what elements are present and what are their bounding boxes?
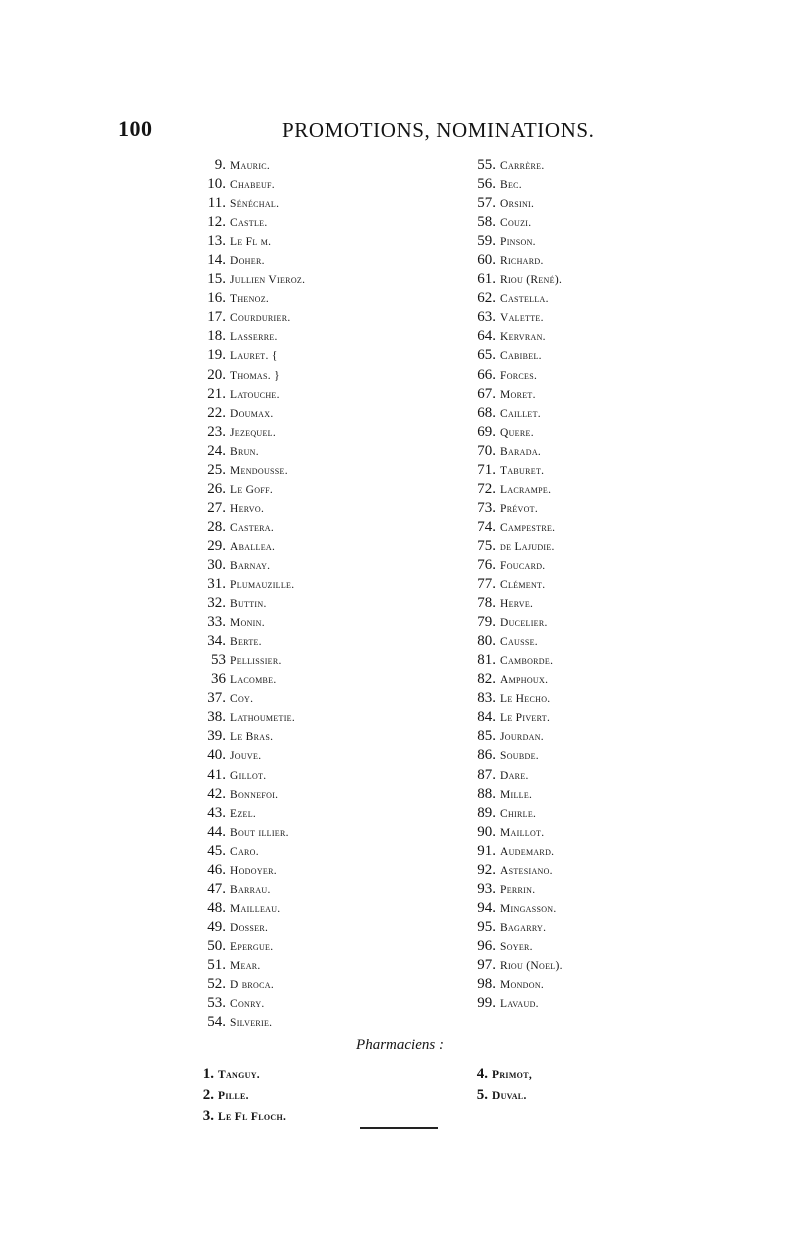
list-item — [196, 613, 305, 632]
entry-name: Richard. — [500, 255, 544, 268]
entry-name: Bout illier. — [230, 826, 289, 839]
entry-name: Doher. — [230, 255, 265, 268]
list-item — [196, 556, 305, 575]
entry-name: Sénéchal. — [230, 198, 280, 211]
list-item — [466, 670, 563, 689]
list-item — [192, 1085, 286, 1106]
entry-name: Doumax. — [230, 407, 274, 420]
entry-number: 82. — [477, 671, 496, 688]
entry-number: 28. — [207, 518, 226, 535]
list-item — [196, 651, 305, 670]
list-item — [466, 346, 563, 365]
list-item — [196, 1013, 305, 1032]
entry-number: 65. — [477, 347, 496, 364]
entry-number: 88. — [477, 785, 496, 802]
entry-name: Mondon. — [500, 979, 545, 992]
list-item — [466, 613, 563, 632]
entry-name: Foucard. — [500, 559, 546, 572]
list-item — [192, 1106, 286, 1127]
entry-name: Jouve. — [230, 750, 262, 763]
list-item — [466, 899, 563, 918]
list-item — [466, 918, 563, 937]
list-item — [466, 213, 563, 232]
list-item — [196, 632, 305, 651]
entry-number: 84. — [477, 709, 496, 726]
entry-name: Valette. — [500, 312, 544, 325]
list-item — [196, 346, 305, 365]
entry-number: 99. — [477, 995, 496, 1012]
entry-name: Plumauzille. — [230, 579, 295, 592]
list-item — [196, 880, 305, 899]
list-item — [466, 442, 563, 461]
entry-number: 34. — [207, 633, 226, 650]
entry-name: Lasserre. — [230, 331, 278, 344]
entry-number: 21. — [207, 385, 226, 402]
entry-name: Conry. — [230, 998, 265, 1011]
list-item — [466, 194, 563, 213]
entry-name: Jezequel. — [230, 426, 277, 439]
entry-number: 18. — [207, 328, 226, 345]
entry-name: de Lajudie. — [500, 540, 555, 553]
entry-name: Le Fl m. — [230, 236, 272, 249]
entry-number: 44. — [207, 823, 226, 840]
entry-number: 46. — [207, 861, 226, 878]
entry-number: 95. — [477, 918, 496, 935]
entry-name: Clément. — [500, 579, 546, 592]
list-item — [466, 289, 563, 308]
entry-name: Barnay. — [230, 559, 271, 572]
entry-number: 98. — [477, 976, 496, 993]
entry-name: Berte. — [230, 636, 262, 649]
entry-name: Soubde. — [500, 750, 539, 763]
list-item — [466, 651, 563, 670]
entry-name: Castle. — [230, 217, 268, 230]
entry-name: Tanguy. — [218, 1069, 260, 1081]
list-item — [466, 975, 563, 994]
list-item — [466, 156, 563, 175]
entry-name: Mingasson. — [500, 902, 557, 915]
entry-name: Mear. — [230, 959, 261, 972]
entry-number: 59. — [477, 233, 496, 250]
entry-name: Mille. — [500, 788, 533, 801]
entry-name: Courdurier. — [230, 312, 291, 325]
list-item — [466, 746, 563, 765]
entry-number: 79. — [477, 614, 496, 631]
list-item — [466, 461, 563, 480]
entry-name: Riou (René). — [500, 274, 563, 287]
entry-number: 5. — [476, 1087, 488, 1103]
list-item — [192, 1064, 286, 1085]
entry-number: 94. — [477, 899, 496, 916]
entry-number: 40. — [207, 747, 226, 764]
entry-name: Amphoux. — [500, 674, 549, 687]
list-item — [196, 727, 305, 746]
entry-number: 11. — [207, 195, 226, 212]
entry-name: Le Bras. — [230, 731, 274, 744]
entry-name: Astesiano. — [500, 864, 553, 877]
entry-number: 23. — [207, 423, 226, 440]
list-item — [196, 842, 305, 861]
list-item — [196, 918, 305, 937]
entry-number: 96. — [477, 937, 496, 954]
entry-number: 56. — [477, 176, 496, 193]
list-item — [466, 175, 563, 194]
entry-name: Moret. — [500, 388, 536, 401]
list-item — [466, 1064, 532, 1085]
entry-number: 67. — [477, 385, 496, 402]
entry-number: 73. — [477, 499, 496, 516]
entry-name: Perrin. — [500, 883, 536, 896]
entry-number: 61. — [477, 271, 496, 288]
entry-number: 27. — [207, 499, 226, 516]
list-item — [466, 537, 563, 556]
entry-number: 9. — [214, 157, 226, 173]
list-item — [466, 727, 563, 746]
list-item — [466, 385, 563, 404]
list-item — [466, 575, 563, 594]
list-item — [466, 594, 563, 613]
entry-name: Prévot. — [500, 502, 539, 515]
entry-name: D broca. — [230, 979, 275, 992]
entry-number: 33. — [207, 614, 226, 631]
entry-name: Mailleau. — [230, 902, 281, 915]
entry-number: 53. — [207, 995, 226, 1012]
pharmaciens-heading: Pharmaciens : — [356, 1037, 444, 1053]
entry-number: 31. — [207, 576, 226, 593]
entry-name: Le Fl Floch. — [218, 1111, 287, 1123]
entry-number: 1. — [202, 1066, 214, 1082]
entry-name: Campestre. — [500, 521, 556, 534]
entry-name: Chirle. — [500, 807, 537, 820]
entry-name: Bec. — [500, 179, 522, 192]
entry-number: 2. — [202, 1087, 214, 1103]
entry-name: Ducelier. — [500, 617, 548, 630]
entry-number: 92. — [477, 861, 496, 878]
entry-number: 45. — [207, 842, 226, 859]
entry-name: Maillot. — [500, 826, 545, 839]
entry-name: Caillet. — [500, 407, 541, 420]
entry-number: 39. — [207, 728, 226, 745]
list-item — [466, 785, 563, 804]
entry-number: 30. — [207, 556, 226, 573]
list-item — [466, 956, 563, 975]
entry-name: Pellissier. — [230, 655, 282, 668]
entry-name: Monin. — [230, 617, 265, 630]
entry-number: 24. — [207, 442, 226, 459]
page-number: 100 — [118, 116, 153, 141]
entry-number: 71. — [477, 461, 496, 478]
entry-name: Caro. — [230, 845, 259, 858]
pharmaciens-left-column — [192, 1064, 286, 1127]
entry-name: Couzi. — [500, 217, 532, 230]
list-item — [196, 804, 305, 823]
entry-name: Primot, — [492, 1069, 532, 1081]
entry-name: Pille. — [218, 1090, 249, 1102]
list-item — [466, 232, 563, 251]
list-item — [466, 251, 563, 270]
entry-number: 52. — [207, 976, 226, 993]
list-item — [196, 670, 305, 689]
list-item — [466, 518, 563, 537]
entry-name: Barada. — [500, 445, 542, 458]
entry-name: Hervo. — [230, 502, 265, 515]
list-item — [196, 823, 305, 842]
entry-number: 70. — [477, 442, 496, 459]
list-item — [196, 746, 305, 765]
entry-name: Dosser. — [230, 921, 269, 934]
list-item — [466, 423, 563, 442]
list-item — [466, 766, 563, 785]
entry-number: 86. — [477, 747, 496, 764]
list-item — [466, 937, 563, 956]
entry-number: 97. — [477, 956, 496, 973]
list-item — [196, 518, 305, 537]
list-item — [196, 232, 305, 251]
list-item — [196, 308, 305, 327]
entry-name: Orsini. — [500, 198, 535, 211]
entry-name: Le Pivert. — [500, 712, 551, 725]
list-item — [196, 213, 305, 232]
entry-name: Kervran. — [500, 331, 546, 344]
entry-number: 22. — [207, 404, 226, 421]
entry-number: 54. — [207, 1014, 226, 1031]
list-item — [196, 461, 305, 480]
entry-number: 74. — [477, 518, 496, 535]
entry-name: Mauric. — [230, 160, 271, 172]
list-item — [196, 404, 305, 423]
entry-number: 55. — [477, 157, 496, 173]
entry-name: Causse. — [500, 636, 538, 649]
entry-number: 29. — [207, 537, 226, 554]
list-item — [196, 366, 305, 385]
list-item — [466, 632, 563, 651]
entry-number: 77. — [477, 576, 496, 593]
entry-name: Carrère. — [500, 160, 545, 172]
list-item — [196, 442, 305, 461]
entry-number: 12. — [207, 214, 226, 231]
entry-name: Thenoz. — [230, 293, 270, 306]
entry-number: 19. — [207, 347, 226, 364]
entry-name: Ezel. — [230, 807, 257, 820]
entry-name: Aballea. — [230, 540, 276, 553]
entry-name: Lacombe. — [230, 674, 277, 687]
entry-number: 4. — [476, 1066, 488, 1082]
entry-name: Herve. — [500, 598, 534, 611]
list-item — [466, 689, 563, 708]
list-item — [196, 708, 305, 727]
list-item — [466, 308, 563, 327]
entry-name: Thomas. } — [230, 369, 280, 382]
entry-name: Duval. — [492, 1090, 527, 1102]
entry-number: 62. — [477, 290, 496, 307]
list-item — [196, 766, 305, 785]
entry-number: 57. — [477, 195, 496, 212]
list-item — [466, 842, 563, 861]
entry-number: 66. — [477, 366, 496, 383]
list-item — [196, 270, 305, 289]
entry-number: 76. — [477, 556, 496, 573]
list-item — [196, 423, 305, 442]
entry-name: Bonnefoi. — [230, 788, 279, 801]
running-title: PROMOTIONS, NOMINATIONS. — [282, 118, 595, 142]
list-item — [196, 327, 305, 346]
list-item — [466, 708, 563, 727]
entry-name: Brun. — [230, 445, 259, 458]
entry-name: Barrau. — [230, 883, 271, 896]
list-item — [196, 975, 305, 994]
entry-name: Coy. — [230, 693, 254, 706]
entry-name: Jourdan. — [500, 731, 544, 744]
list-item — [196, 594, 305, 613]
entry-name: Lauret. { — [230, 350, 278, 363]
entry-number: 13. — [207, 233, 226, 250]
list-item — [196, 937, 305, 956]
list-item — [466, 804, 563, 823]
entry-number: 58. — [477, 214, 496, 231]
list-item — [196, 175, 305, 194]
entry-name: Castera. — [230, 521, 275, 534]
entry-name: Le Hecho. — [500, 693, 551, 706]
entry-number: 14. — [207, 252, 226, 269]
entry-name: Cabibel. — [500, 350, 542, 363]
entry-number: 91. — [477, 842, 496, 859]
entry-name: Castella. — [500, 293, 549, 306]
list-item — [466, 404, 563, 423]
list-item — [196, 956, 305, 975]
list-item — [196, 785, 305, 804]
entry-number: 81. — [477, 652, 496, 669]
list-item — [466, 880, 563, 899]
entry-number: 37. — [207, 690, 226, 707]
entry-number: 63. — [477, 309, 496, 326]
entry-number: 89. — [477, 804, 496, 821]
list-item — [466, 480, 563, 499]
entry-name: Latouche. — [230, 388, 280, 401]
entry-number: 10. — [207, 176, 226, 193]
list-item — [466, 861, 563, 880]
entry-name: Le Goff. — [230, 483, 274, 496]
entry-number: 72. — [477, 480, 496, 497]
entry-number: 64. — [477, 328, 496, 345]
entry-number: 90. — [477, 823, 496, 840]
list-item — [466, 556, 563, 575]
entry-number: 32. — [207, 595, 226, 612]
entry-name: Soyer. — [500, 940, 533, 953]
entry-number: 53 — [211, 652, 226, 669]
entry-number: 48. — [207, 899, 226, 916]
entry-name: Buttin. — [230, 598, 267, 611]
entry-name: Gillot. — [230, 769, 267, 782]
entry-name: Audemard. — [500, 845, 555, 858]
right-name-column — [466, 156, 563, 1013]
entry-name: Camborde. — [500, 655, 554, 668]
entry-name: Lavaud. — [500, 998, 539, 1011]
list-item — [466, 327, 563, 346]
list-item — [196, 289, 305, 308]
list-item — [196, 994, 305, 1013]
entry-number: 80. — [477, 633, 496, 650]
list-item — [466, 270, 563, 289]
list-item — [196, 899, 305, 918]
list-item — [196, 689, 305, 708]
entry-number: 41. — [207, 766, 226, 783]
entry-name: Bagarry. — [500, 921, 547, 934]
entry-name: Epergue. — [230, 940, 274, 953]
list-item — [196, 385, 305, 404]
list-item — [196, 861, 305, 880]
entry-name: Forces. — [500, 369, 538, 382]
entry-name: Pinson. — [500, 236, 536, 249]
entry-number: 87. — [477, 766, 496, 783]
entry-number: 43. — [207, 804, 226, 821]
list-item — [466, 366, 563, 385]
entry-number: 93. — [477, 880, 496, 897]
entry-number: 15. — [207, 271, 226, 288]
entry-name: Chabeuf. — [230, 179, 275, 192]
entry-number: 83. — [477, 690, 496, 707]
list-item — [196, 194, 305, 213]
entry-name: Hodoyer. — [230, 864, 277, 877]
entry-name: Lacrampe. — [500, 483, 552, 496]
entry-number: 60. — [477, 252, 496, 269]
entry-number: 26. — [207, 480, 226, 497]
entry-name: Silverie. — [230, 1017, 273, 1030]
entry-number: 51. — [207, 956, 226, 973]
entry-number: 85. — [477, 728, 496, 745]
entry-number: 68. — [477, 404, 496, 421]
entry-number: 75. — [477, 537, 496, 554]
list-item — [196, 251, 305, 270]
list-item — [466, 1085, 532, 1106]
entry-number: 38. — [207, 709, 226, 726]
entry-name: Lathoumetie. — [230, 712, 296, 725]
entry-number: 20. — [207, 366, 226, 383]
entry-number: 50. — [207, 937, 226, 954]
entry-name: Taburet. — [500, 464, 545, 477]
list-item — [466, 994, 563, 1013]
entry-name: Mendousse. — [230, 464, 288, 477]
entry-name: Quere. — [500, 426, 534, 439]
entry-number: 3. — [202, 1108, 214, 1124]
list-item — [196, 499, 305, 518]
list-item — [196, 156, 305, 175]
list-item — [196, 575, 305, 594]
entry-name: Riou (Noel). — [500, 959, 563, 972]
entry-number: 25. — [207, 461, 226, 478]
entry-number: 36 — [211, 671, 226, 688]
pharmaciens-right-column — [466, 1064, 532, 1106]
closing-rule — [360, 1127, 438, 1129]
entry-number: 49. — [207, 918, 226, 935]
entry-number: 42. — [207, 785, 226, 802]
entry-number: 69. — [477, 423, 496, 440]
entry-number: 16. — [207, 290, 226, 307]
left-name-column — [196, 156, 305, 1032]
list-item — [196, 480, 305, 499]
entry-name: Jullien Vieroz. — [230, 274, 306, 287]
list-item — [466, 823, 563, 842]
entry-name: Dare. — [500, 769, 529, 782]
list-item — [196, 537, 305, 556]
entry-number: 47. — [207, 880, 226, 897]
list-item — [466, 499, 563, 518]
entry-number: 78. — [477, 595, 496, 612]
entry-number: 17. — [207, 309, 226, 326]
